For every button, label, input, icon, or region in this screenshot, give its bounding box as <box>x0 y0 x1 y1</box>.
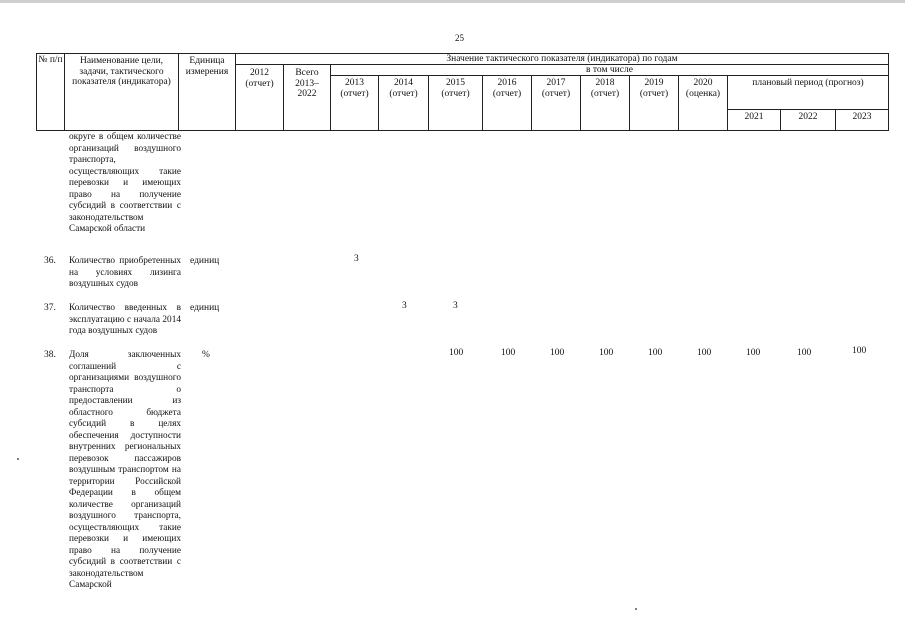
row-38-value-2023: 100 <box>852 346 867 356</box>
row-38-value-2021: 100 <box>746 348 761 358</box>
row-36-value-2013: 3 <box>354 254 359 264</box>
header-planned-2023: 2023 <box>835 109 889 131</box>
header-planned-2021: 2021 <box>727 109 781 131</box>
row-38-unit: % <box>202 350 210 360</box>
scan-top-edge <box>0 0 905 3</box>
header-col-2012: 2012 (отчет) <box>235 64 284 131</box>
row-38-number: 38. <box>44 350 56 360</box>
header-year-2017: 2017 (отчет) <box>531 75 581 131</box>
header-col-values: Значение тактического показателя (индикатора) по годам <box>235 53 889 65</box>
row-38-value-2022: 100 <box>797 348 812 358</box>
row-38-value-2019: 100 <box>648 348 663 358</box>
row-36-number: 36. <box>44 256 56 266</box>
header-col-including: в том числе <box>330 64 889 76</box>
header-year-2019: 2019 (отчет) <box>629 75 679 131</box>
page-number: 25 <box>455 33 464 43</box>
header-year-2015: 2015 (отчет) <box>428 75 483 131</box>
scan-speck <box>17 458 19 460</box>
row-38-value-2020: 100 <box>697 348 712 358</box>
row-38-value-2015: 100 <box>449 348 464 358</box>
header-year-2014: 2014 (отчет) <box>378 75 429 131</box>
row-37-number: 37. <box>44 303 56 313</box>
header-col-unit: Единица измерения <box>178 53 236 131</box>
row-37-value-2014: 3 <box>402 301 407 311</box>
row-35-continuation-text: округе в общем количестве организаций воздушного транспорта, осуществляющих такие перевозки и имеющих право на получение субсидий в соответствии с законодательством Самарской области <box>69 132 181 234</box>
table-header <box>36 53 889 131</box>
row-37-value-2015: 3 <box>453 301 458 311</box>
header-col-name: Наименование цели, задачи, тактического показателя (индикатора) <box>64 53 179 131</box>
row-37-text: Количество введенных в эксплуатацию с начала 2014 года воздушных судов <box>69 303 181 336</box>
row-38-value-2016: 100 <box>501 348 516 358</box>
row-38-text: Доля заключенных соглашений с организациями воздушного транспорта о предоставлении из областного бюджета субсидий в целях обеспечения доступности внутренних региональных перевозок пассажиров воздушным транспортом на территории Российской Федерации в общем количестве организаций воздушного транспорта, осуществляющих такие перевозки и имеющих право на получение субсидий в соответствии с законодательством Самарской <box>69 350 181 590</box>
header-col-number: № п/п <box>36 53 65 131</box>
header-planned-2022: 2022 <box>780 109 836 131</box>
header-year-2018: 2018 (отчет) <box>580 75 630 131</box>
header-year-2013: 2013 (отчет) <box>330 75 379 131</box>
row-36-unit: единиц <box>190 256 220 266</box>
row-38-value-2018: 100 <box>599 348 614 358</box>
scan-speck <box>635 608 637 610</box>
row-37-unit: единиц <box>190 303 220 313</box>
row-38-value-2017: 100 <box>550 348 565 358</box>
row-36-text: Количество приобретенных на условиях лизинга воздушных судов <box>69 256 181 289</box>
header-planned-period: плановый период (прогноз) <box>727 75 889 110</box>
header-year-2016: 2016 (отчет) <box>482 75 532 131</box>
header-col-total: Всего 2013–2022 <box>283 64 331 131</box>
header-year-2020: 2020 (оценка) <box>678 75 728 131</box>
